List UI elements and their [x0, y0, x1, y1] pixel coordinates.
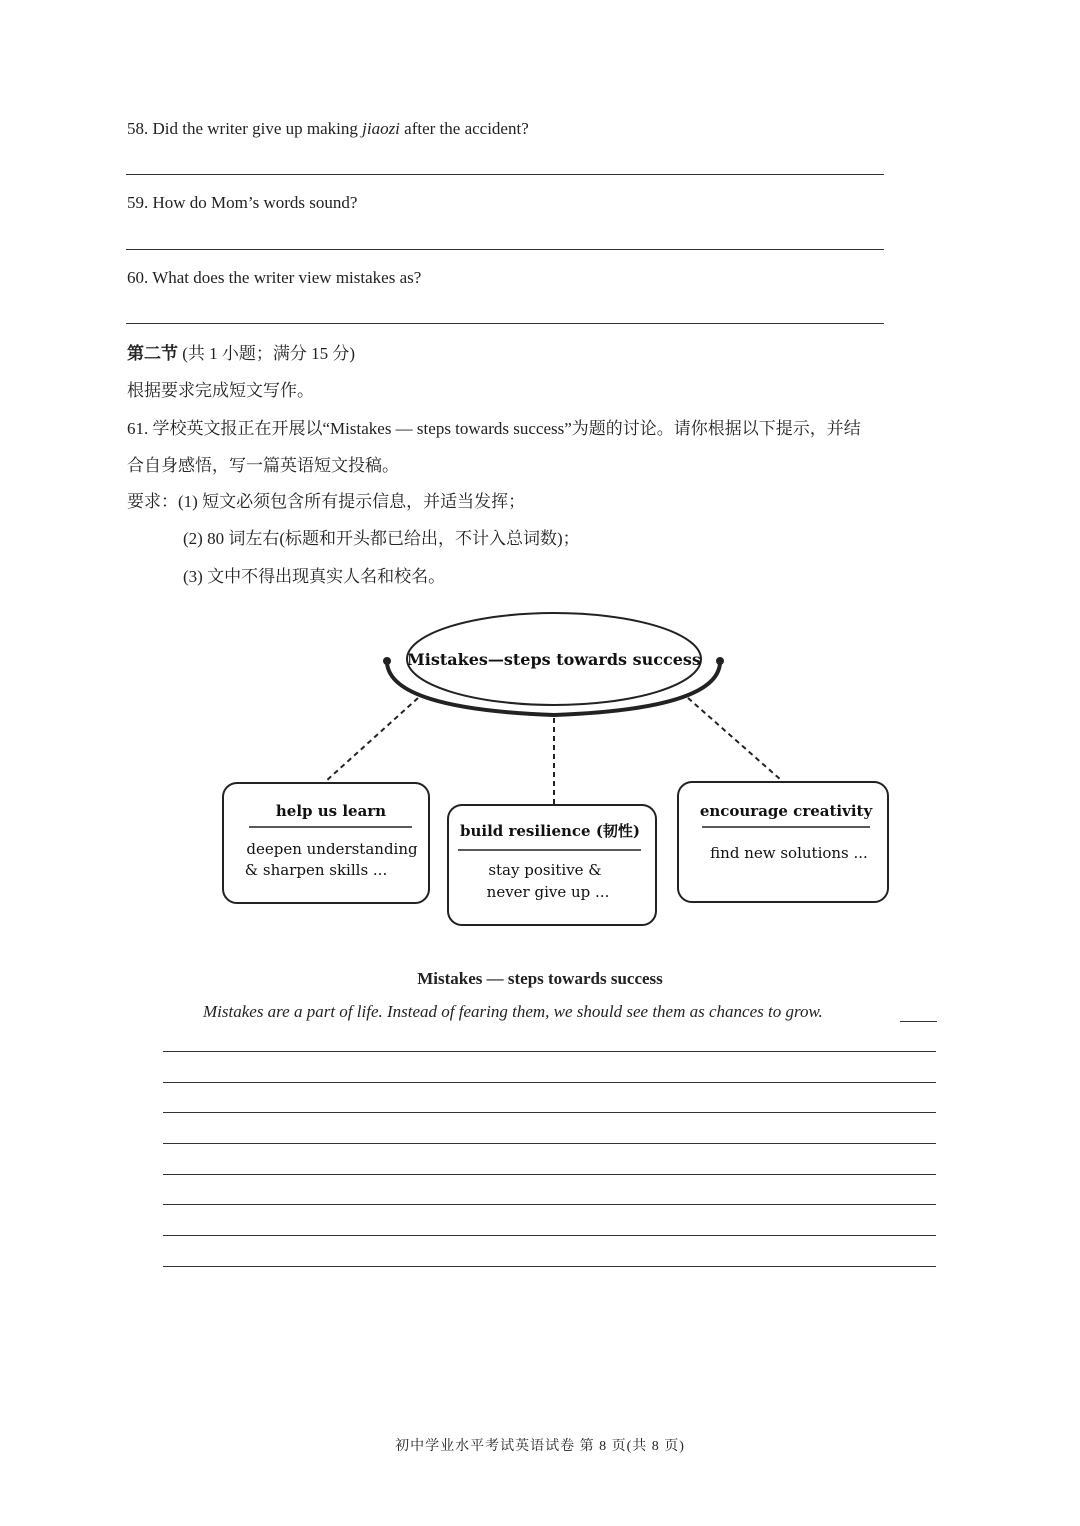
section-title: 第二节	[127, 344, 178, 363]
essay-line[interactable]	[163, 1082, 936, 1083]
essay-line[interactable]	[163, 1235, 936, 1236]
essay-start-text: Mistakes are a part of life. Instead of fearing them, we should see them as chances to grow.	[203, 1002, 823, 1021]
answer-line-60[interactable]	[126, 323, 884, 324]
question-text-end: after the accident?	[399, 119, 529, 138]
question-text: How do Mom’s words sound?	[152, 193, 358, 212]
box-creativity	[678, 782, 888, 902]
question-text: Did the writer give up making	[152, 119, 363, 138]
section-instruction: 根据要求完成短文写作。	[127, 381, 314, 400]
question-59	[127, 193, 357, 213]
question-number: 58.	[127, 119, 149, 138]
box-learn-line-1: deepen understanding	[246, 840, 418, 858]
box-learn-heading: help us learn	[275, 802, 387, 820]
task-line-2: 合自身感悟，写一篇英语短文投稿。	[127, 456, 399, 475]
box-creativity-heading: encourage creativity	[699, 802, 873, 820]
answer-line-58[interactable]	[126, 174, 884, 175]
box-creativity-line-1: find new solutions ...	[710, 844, 868, 862]
question-text: What does the writer view mistakes as?	[152, 268, 422, 287]
essay-start	[203, 1002, 823, 1022]
arc-end-right	[717, 658, 723, 664]
requirement-2: (2) 80 词左右(标题和开头都已给出，不计入总词数)；	[183, 529, 580, 548]
question-number: 60.	[127, 268, 149, 287]
mind-map-diagram	[215, 605, 895, 935]
section-meta: (共 1 小题；满分 15 分)	[178, 344, 356, 363]
connector-left	[326, 698, 418, 781]
requirement-label: 要求：	[127, 492, 178, 511]
essay-line[interactable]	[163, 1051, 936, 1052]
question-58	[127, 119, 529, 139]
question-60	[127, 268, 421, 288]
answer-line-59[interactable]	[126, 249, 884, 250]
essay-line[interactable]	[163, 1143, 936, 1144]
task-line-1: 61. 学校英文报正在开展以“Mistakes — steps towards success”为题的讨论。请你根据以下提示，并结	[127, 419, 861, 438]
requirement-1	[127, 491, 525, 513]
essay-line-inline[interactable]	[900, 1021, 937, 1022]
center-arc	[387, 663, 720, 715]
essay-line[interactable]	[163, 1266, 936, 1267]
section-heading	[127, 343, 355, 365]
requirement-text: (1) 短文必须包含所有提示信息，并适当发挥；	[178, 492, 526, 511]
box-learn-line-2: & sharpen skills ...	[244, 861, 388, 879]
essay-line[interactable]	[163, 1204, 936, 1205]
box-resilience-line-1: stay positive &	[488, 861, 602, 879]
connector-right	[688, 698, 781, 780]
center-text: Mistakes—steps towards success	[407, 650, 701, 669]
question-number: 59.	[127, 193, 149, 212]
essay-title: Mistakes — steps towards success	[417, 969, 663, 988]
arc-end-left	[384, 658, 390, 664]
requirement-3: (3) 文中不得出现真实人名和校名。	[183, 567, 446, 586]
essay-line[interactable]	[163, 1174, 936, 1175]
essay-line[interactable]	[163, 1112, 936, 1113]
box-resilience-line-2: never give up ...	[486, 883, 610, 901]
question-italic: jiaozi	[362, 119, 400, 138]
page-footer: 初中学业水平考试英语试卷 第 8 页(共 8 页)	[395, 1439, 685, 1454]
box-resilience-heading: build resilience (韧性)	[459, 822, 641, 840]
